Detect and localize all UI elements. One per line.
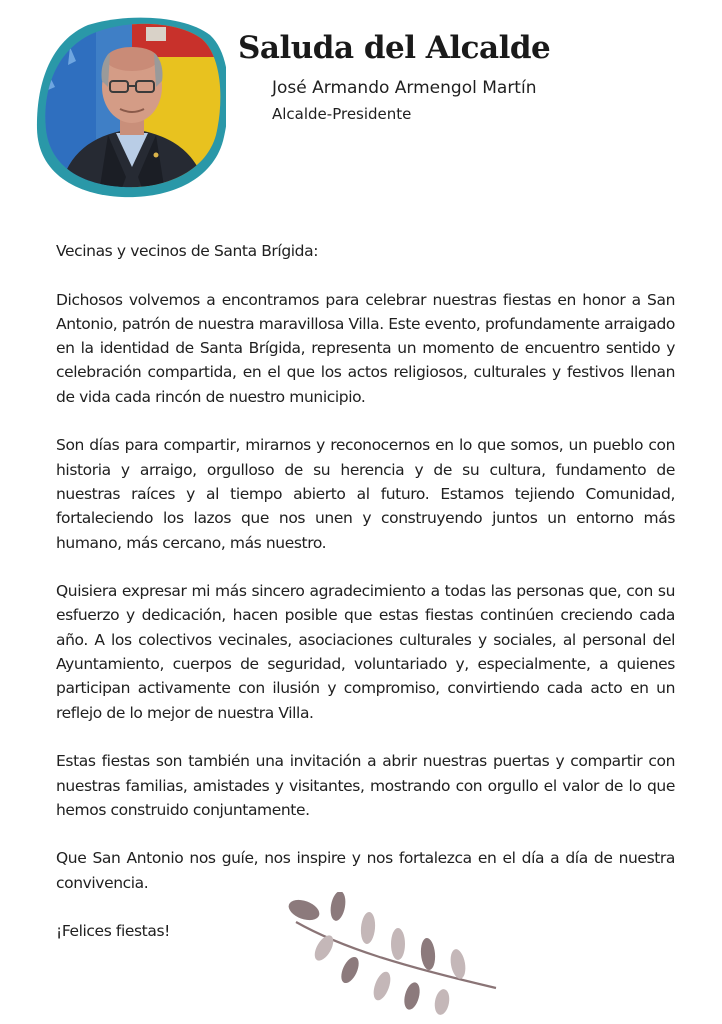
salutation: Vecinas y vecinos de Santa Brígida: (56, 242, 319, 260)
mayor-portrait (36, 17, 226, 199)
paragraph: Quisiera expresar mi más sincero agradecimiento a todas las personas que, con su esfuerzo y dedicación, hacen posible que estas fiestas continúen creciendo cada año. A los colectivos vecinales, asociaciones culturales y sociales, al personal del Ayuntamiento, cuerpos de seguridad, voluntariado y, especialmente, a quienes participan activamente con ilusión y compromiso, convirtiendo cada acto en un reflejo de lo mejor de nuestra Villa. (56, 582, 675, 722)
leaf-branch-decoration (282, 892, 504, 1020)
paragraph: Que San Antonio nos guíe, nos inspire y nos fortalezca en el día a día de nuestra convivencia. (56, 849, 675, 892)
paragraph: Son días para compartir, mirarnos y reconocernos en lo que somos, un pueblo con historia y arraigo, orgulloso de su herencia y de su cultura, fundamento de nuestras raíces y al tiempo abierto al futuro. Estamos tejiendo Comunidad, fortaleciendo los lazos que nos unen y construyendo juntos un entorno más humano, más cercano, más nuestro. (56, 436, 675, 552)
page-title: Saluda del Alcalde (238, 30, 551, 66)
mayor-role: Alcalde-Presidente (272, 105, 412, 123)
closing-line: ¡Felices fiestas! (56, 922, 170, 941)
paragraph: Dichosos volvemos a encontramos para celebrar nuestras fiestas en honor a San Antonio, patrón de nuestra maravillosa Villa. Este evento, profundamente arraigado en la identidad de Santa Brígida, representa un momento de encuentro sentido y celebración compartida, en el que los actos religiosos, culturales y festivos llenan de vida cada rincón de nuestro municipio. (56, 290, 675, 406)
mayor-name: José Armando Armengol Martín (272, 78, 537, 98)
letter-body (56, 239, 675, 968)
paragraph: Estas fiestas son también una invitación a abrir nuestras puertas y compartir con nuestras familias, amistades y visitantes, mostrando con orgullo el valor de lo que hemos construido conjuntamente. (56, 752, 675, 819)
